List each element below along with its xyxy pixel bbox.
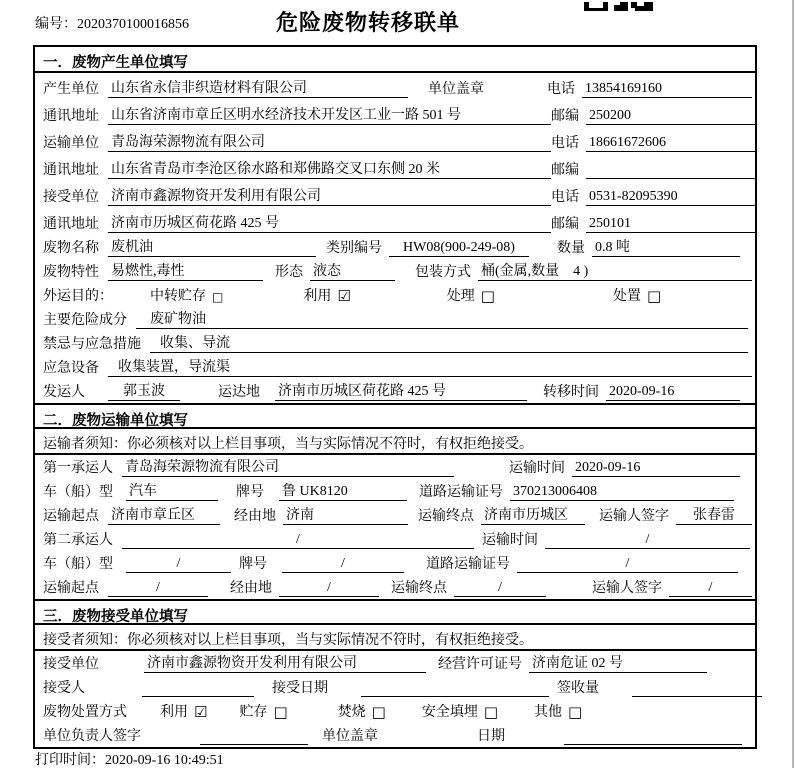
vehicle-type-value: 汽车 [126,480,218,501]
phone-label: 电话 [551,190,579,205]
via-label: 经由地 [230,581,272,596]
taboo-label: 禁忌与应急措施 [43,337,141,352]
phone-value: 18661672606 [586,135,756,152]
checkbox-dispose: □ [646,287,662,305]
packaging-value: 桶(金属,数量 4 ) [478,260,752,281]
zip-label: 邮编 [551,217,579,232]
accept-person-label: 接受人 [43,681,85,696]
section3-title: 三．废物接受单位填写 [35,599,755,625]
date-value [564,744,742,745]
disposal-option-store [239,701,287,721]
plate-value: 鲁 UK8120 [279,480,407,501]
date-label: 日期 [477,729,505,744]
waste-code-value: HW08(900-249-08) [389,240,529,257]
accept-date-value [361,696,549,697]
purpose-option-dispose [613,285,661,305]
accept-person-value [142,696,254,697]
first-carrier-value: 青岛海荣源物流有限公司 [122,456,454,477]
via-value: 济南 [283,504,408,525]
checkbox-treat: □ [480,287,495,305]
plate-label: 牌号 [239,557,267,572]
packaging-label: 包装方式 [415,265,471,280]
purpose-row [35,283,755,307]
producer-address-row [35,100,755,127]
zip-label: 邮编 [551,163,579,178]
emergency-equipment-row [35,355,755,379]
phone-value: 0531-82095390 [586,189,756,206]
road-license-value: 370213006408 [510,484,734,501]
traits-value: 易燃性,毒性 [108,260,263,281]
producer-value: 山东省永信非织造材料有限公司 [108,77,408,98]
option-label: 安全填埋 [421,705,478,720]
address-label: 通讯地址 [43,109,99,124]
hazard-component-row [35,307,755,331]
dispatcher-label: 发运人 [43,385,85,400]
responsible-sign-label: 单位负责人签字 [43,729,141,744]
vehicle-type-value: / [126,556,231,573]
checkbox-store: □ [273,703,288,721]
received-qty-value [632,696,762,697]
waste-name-row [35,235,755,259]
form-value: 液态 [310,260,395,281]
receiver-value: 济南市鑫源物资开发利用有限公司 [108,185,551,206]
producer-row [35,73,755,100]
zip-label: 邮编 [551,109,579,124]
transfer-form [33,45,757,749]
option-label: 中转贮存 [150,289,206,304]
option-label: 处理 [446,289,475,304]
accept-date-label: 接受日期 [272,681,328,696]
purpose-option-treat [447,285,495,305]
waste-name-value: 废机油 [108,236,316,257]
received-qty-label: 签收量 [557,681,599,696]
checkbox-utilize: ☑ [337,287,351,305]
carrier-sign-value: 张春雷 [676,504,752,525]
route-end-value: 济南市历城区 [481,504,585,525]
equipment-label: 应急设备 [43,361,99,376]
second-carrier-row [35,527,755,551]
route-start-label: 运输起点 [43,581,99,596]
traits-label: 废物特性 [43,265,99,280]
destination-label: 运达地 [218,385,260,400]
producer-label: 产生单位 [43,82,99,97]
vehicle-row-1 [35,479,755,503]
checkbox-landfill: □ [483,703,499,721]
destination-value: 济南市历城区荷花路 425 号 [275,380,527,401]
dispatcher-value: 郭玉波 [108,380,180,401]
dispatch-row [35,379,755,403]
transporter-label: 运输单位 [43,136,99,151]
producer-phone-label: 电话 [547,82,575,97]
road-license-value: / [517,556,738,573]
taboo-measures-row [35,331,755,355]
receiver-label: 接受单位 [43,190,99,205]
permit-value: 济南危证 02 号 [529,652,707,673]
accept-unit-label: 接受单位 [43,657,99,672]
waste-qty-label: 数量 [557,241,585,256]
responsible-sign-value [200,744,308,745]
carrier-sign-label: 运输人签字 [599,509,669,524]
serial-label: 编号： [35,17,77,32]
option-label: 贮存 [239,705,268,720]
transporter-notice: 运输者须知：你必须核对以上栏目事项，当与实际情况不符时，有权拒绝接受。 [35,429,755,455]
transfer-time-label: 转移时间 [543,385,599,400]
route-start-value: 济南市章丘区 [108,504,220,525]
address-value: 山东省青岛市李沧区徐水路和郑佛路交叉口东侧 20 米 [108,158,551,179]
disposal-method-row [35,699,755,723]
road-license-label: 道路运输证号 [419,485,503,500]
zip-value [586,178,756,179]
route-end-value: / [454,580,546,597]
plate-label: 牌号 [236,485,264,500]
first-carrier-row [35,455,755,479]
transfer-time-value: 2020-09-16 [606,384,740,401]
option-label: 其他 [534,705,563,720]
option-label: 利用 [160,705,188,720]
road-license-label: 道路运输证号 [426,557,510,572]
page-title: 危险废物转移联单 [275,10,460,35]
zip-value: 250101 [586,216,756,233]
waste-traits-row [35,259,755,283]
vehicle-type-label: 车（船）型 [43,557,113,572]
transport-time-value: 2020-09-16 [572,460,740,477]
form-label: 形态 [275,265,303,280]
checkbox-incinerate: □ [371,703,386,721]
print-time-label: 打印时间： [35,753,105,768]
disposal-label: 废物处置方式 [43,705,127,720]
unit-seal-label: 单位盖章 [428,82,484,97]
waste-code-label: 类别编号 [326,241,382,256]
receiver-address-row [35,208,755,235]
carrier-sign-value: / [669,580,752,597]
vehicle-type-label: 车（船）型 [43,485,113,500]
transporter-address-row [35,154,755,181]
checkbox-transfer-storage: □ [212,290,224,304]
route-end-label: 运输终点 [391,581,447,596]
option-label: 处置 [612,289,641,304]
first-carrier-label: 第一承运人 [43,461,113,476]
waste-name-label: 废物名称 [43,241,99,256]
receiver-row [35,181,755,208]
transport-time-label: 运输时间 [509,461,565,476]
disposal-option-incinerate [338,701,386,721]
route-start-label: 运输起点 [43,509,99,524]
phone-label: 电话 [551,136,579,151]
responsible-sign-row [35,723,755,747]
disposal-option-landfill [422,701,498,721]
carrier-sign-label: 运输人签字 [592,581,662,596]
window-edge [792,0,794,768]
hazard-label: 主要危险成分 [43,313,127,328]
unit-seal-label: 单位盖章 [322,729,378,744]
zip-value: 250200 [586,108,756,125]
receiver-notice: 接受者须知：你必须核对以上栏目事项，当与实际情况不符时，有权拒绝接受。 [35,625,755,651]
purpose-option-transfer-storage [150,285,223,305]
second-carrier-value: / [122,532,474,549]
via-label: 经由地 [234,509,276,524]
permit-label: 经营许可证号 [438,657,522,672]
route-row-2 [35,575,755,599]
disposal-option-utilize [160,701,207,721]
transporter-value: 青岛海荣源物流有限公司 [108,131,551,152]
route-row-1 [35,503,755,527]
purpose-label: 外运目的： [43,289,113,304]
equipment-value: 收集装置，导流渠 [108,356,752,377]
waste-qty-value: 0.8 吨 [592,236,740,257]
accept-person-row [35,675,755,699]
accept-unit-value: 济南市鑫源物资开发利用有限公司 [144,652,426,673]
hazard-value: 废矿物油 [136,308,748,329]
checkbox-utilize: ☑ [194,703,208,721]
via-value: / [279,580,379,597]
route-start-value: / [108,580,208,597]
vehicle-row-2 [35,551,755,575]
transport-time-value: / [545,532,750,549]
transport-time-label: 运输时间 [482,533,538,548]
print-time-value: 2020-09-16 10:49:51 [105,753,224,768]
checkbox-other: □ [568,703,583,721]
plate-value: / [282,556,404,573]
address-label: 通讯地址 [43,163,99,178]
route-end-label: 运输终点 [418,509,474,524]
print-time [35,749,224,769]
accept-unit-row [35,651,755,675]
section1-title: 一．废物产生单位填写 [35,47,755,73]
producer-phone-value: 13854169160 [582,81,752,98]
purpose-option-utilize [303,285,350,305]
section2-title: 二．废物运输单位填写 [35,403,755,429]
address-label: 通讯地址 [43,217,99,232]
address-value: 山东省济南市章丘区明水经济技术开发区工业一路 501 号 [108,104,551,125]
option-label: 利用 [303,289,332,304]
address-value: 济南市历城区荷花路 425 号 [108,212,551,233]
transporter-row [35,127,755,154]
option-label: 焚烧 [337,705,366,720]
disposal-option-other [534,701,582,721]
taboo-value: 收集、导流 [150,332,748,353]
second-carrier-label: 第二承运人 [43,533,113,548]
qr-code-fragment [584,0,654,16]
serial-value: 2020370100016856 [77,17,189,32]
